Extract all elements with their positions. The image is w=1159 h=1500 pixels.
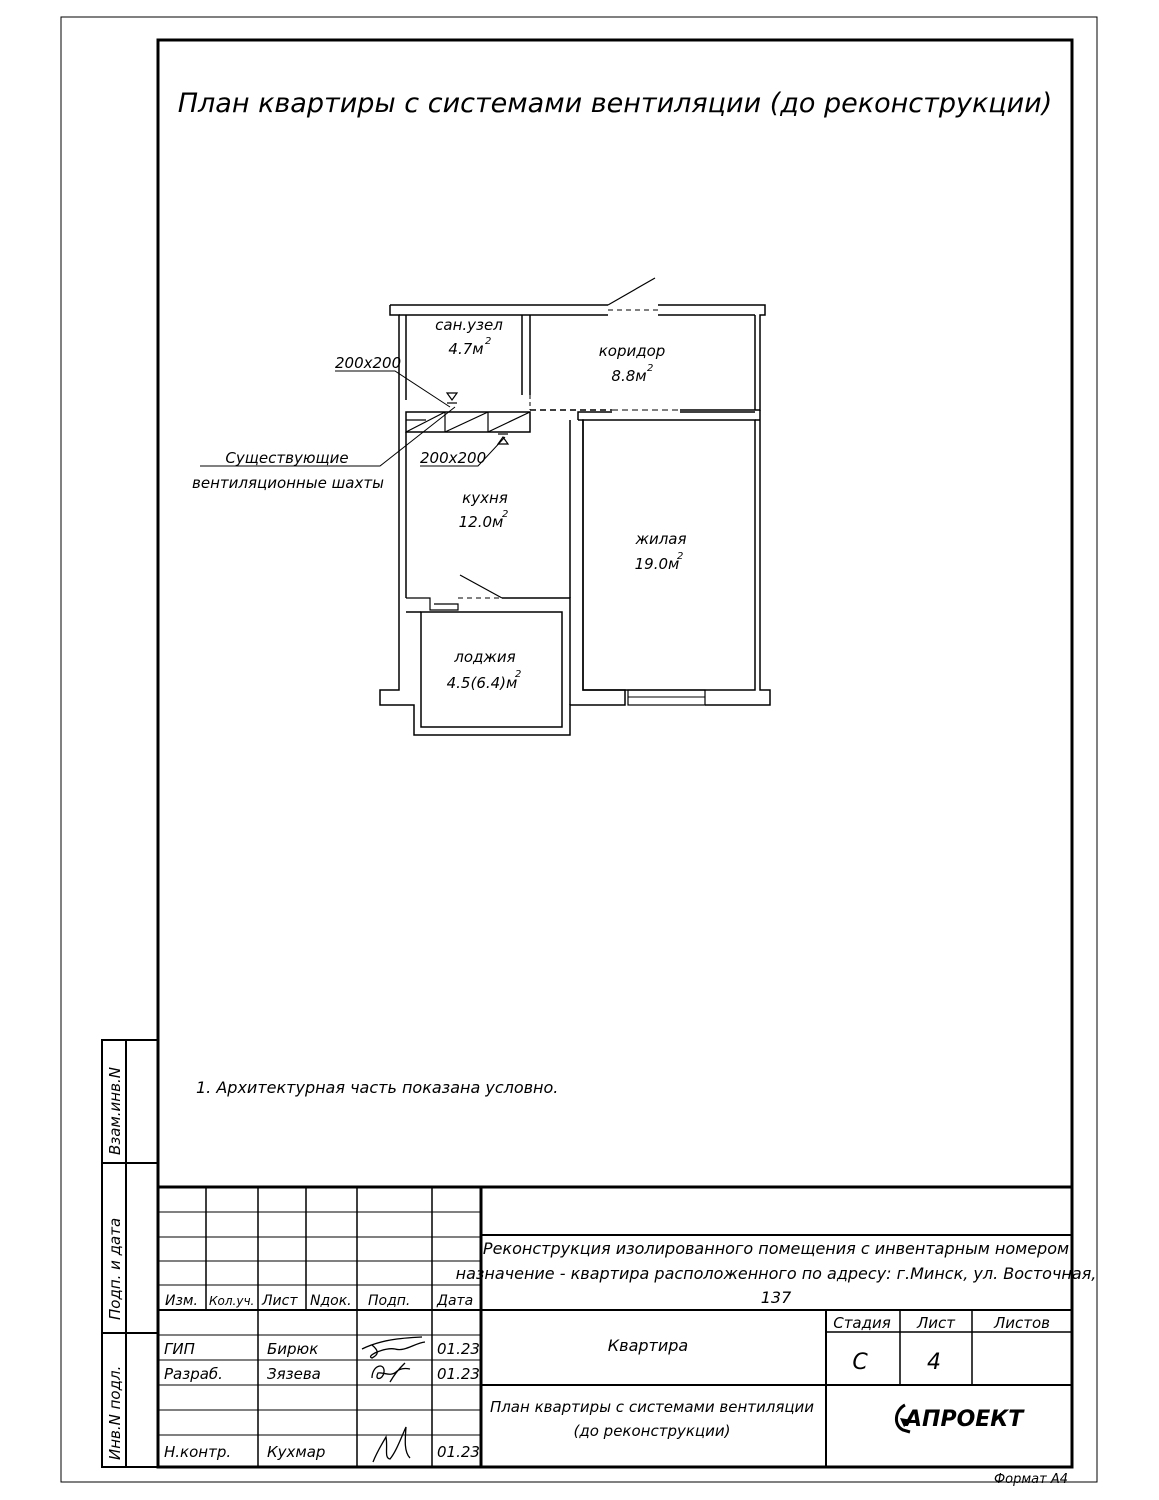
- shafts-label-line1: Существующие: [225, 449, 349, 467]
- shafts-label-line2: вентиляционные шахты: [192, 474, 384, 492]
- tb-role-nkontr: Н.контр.: [164, 1443, 232, 1461]
- room-area-sup-sanuzel: 2: [485, 336, 492, 347]
- room-area-sup-loggia: 2: [515, 669, 522, 680]
- room-area-sanuzel: 4.7м: [448, 340, 484, 358]
- tb-role-razrab: Разраб.: [164, 1365, 223, 1383]
- tb-sheet-title-line2: (до реконструкции): [573, 1422, 731, 1440]
- room-area-sup-kitchen: 2: [502, 509, 509, 520]
- room-area-corridor: 8.8м: [611, 367, 647, 385]
- format-label: Формат А4: [993, 1472, 1068, 1487]
- room-area-loggia: 4.5(6.4)м: [446, 674, 518, 692]
- room-area-living: 19.0м: [634, 555, 680, 573]
- tb-sheet-label: Лист: [916, 1314, 956, 1332]
- tb-role-gip: ГИП: [164, 1340, 195, 1358]
- signature-gip: [362, 1337, 425, 1358]
- drawing-title: План квартиры с системами вентиляции (до реконструкции): [177, 88, 1053, 119]
- tb-stage-label: Стадия: [833, 1314, 891, 1332]
- room-area-sup-corridor: 2: [647, 363, 654, 374]
- room-name-sanuzel: сан.узел: [435, 316, 503, 334]
- inv-orig-label: Инв.N подл.: [106, 1365, 124, 1460]
- room-area-sup-living: 2: [677, 551, 684, 562]
- tb-header-podp: Подп.: [368, 1293, 411, 1309]
- tb-project-line1: Реконструкция изолированного помещения с инвентарным номером: [482, 1239, 1070, 1258]
- company-logo-text: АПРОЕКТ: [905, 1407, 1024, 1432]
- trim-frame: [61, 17, 1097, 1482]
- tb-date-gip: 01.23: [437, 1340, 480, 1358]
- side-stamp: [102, 1040, 158, 1467]
- shaft-size-label-1: 200х200: [335, 354, 402, 372]
- room-labels: [435, 316, 686, 692]
- signature-razrab: [372, 1363, 410, 1382]
- tb-name-gip: Бирюк: [267, 1340, 319, 1358]
- tb-sheet-value: 4: [927, 1350, 941, 1375]
- general-note: 1. Архитектурная часть показана условно.: [196, 1078, 559, 1097]
- tb-name-nkontr: Кухмар: [267, 1443, 326, 1461]
- tb-header-izm: Изм.: [165, 1293, 198, 1309]
- tb-stage-value: С: [852, 1350, 868, 1375]
- tb-header-kolch: Кол.уч.: [209, 1294, 255, 1308]
- tb-date-razrab: 01.23: [437, 1365, 480, 1383]
- room-name-corridor: коридор: [598, 342, 666, 360]
- shaft-size-label-2: 200х200: [420, 449, 487, 467]
- tb-header-ndok: Nдок.: [310, 1293, 352, 1309]
- signature-nkontr: [373, 1427, 410, 1462]
- sign-date-label: Подп. и дата: [106, 1217, 124, 1320]
- replace-inv-label: Взам.инв.N: [106, 1067, 124, 1155]
- tb-project-line2: назначение - квартира расположенного по адресу: г.Минск, ул. Восточная,: [455, 1264, 1097, 1283]
- room-name-kitchen: кухня: [462, 489, 508, 507]
- tb-date-nkontr: 01.23: [437, 1443, 480, 1461]
- tb-object: Квартира: [607, 1336, 689, 1355]
- room-name-loggia: лоджия: [454, 648, 516, 666]
- company-logo: [896, 1405, 1025, 1432]
- tb-project-line3: 137: [760, 1288, 792, 1307]
- tb-header-data: Дата: [437, 1293, 474, 1309]
- tb-header-list: Лист: [262, 1293, 298, 1309]
- tb-name-razrab: Зязева: [267, 1365, 321, 1383]
- room-area-kitchen: 12.0м: [458, 513, 504, 531]
- tb-sheet-title-line1: План квартиры с системами вентиляции: [489, 1398, 815, 1416]
- room-name-living: жилая: [635, 530, 687, 548]
- tb-sheets-label: Листов: [993, 1314, 1051, 1332]
